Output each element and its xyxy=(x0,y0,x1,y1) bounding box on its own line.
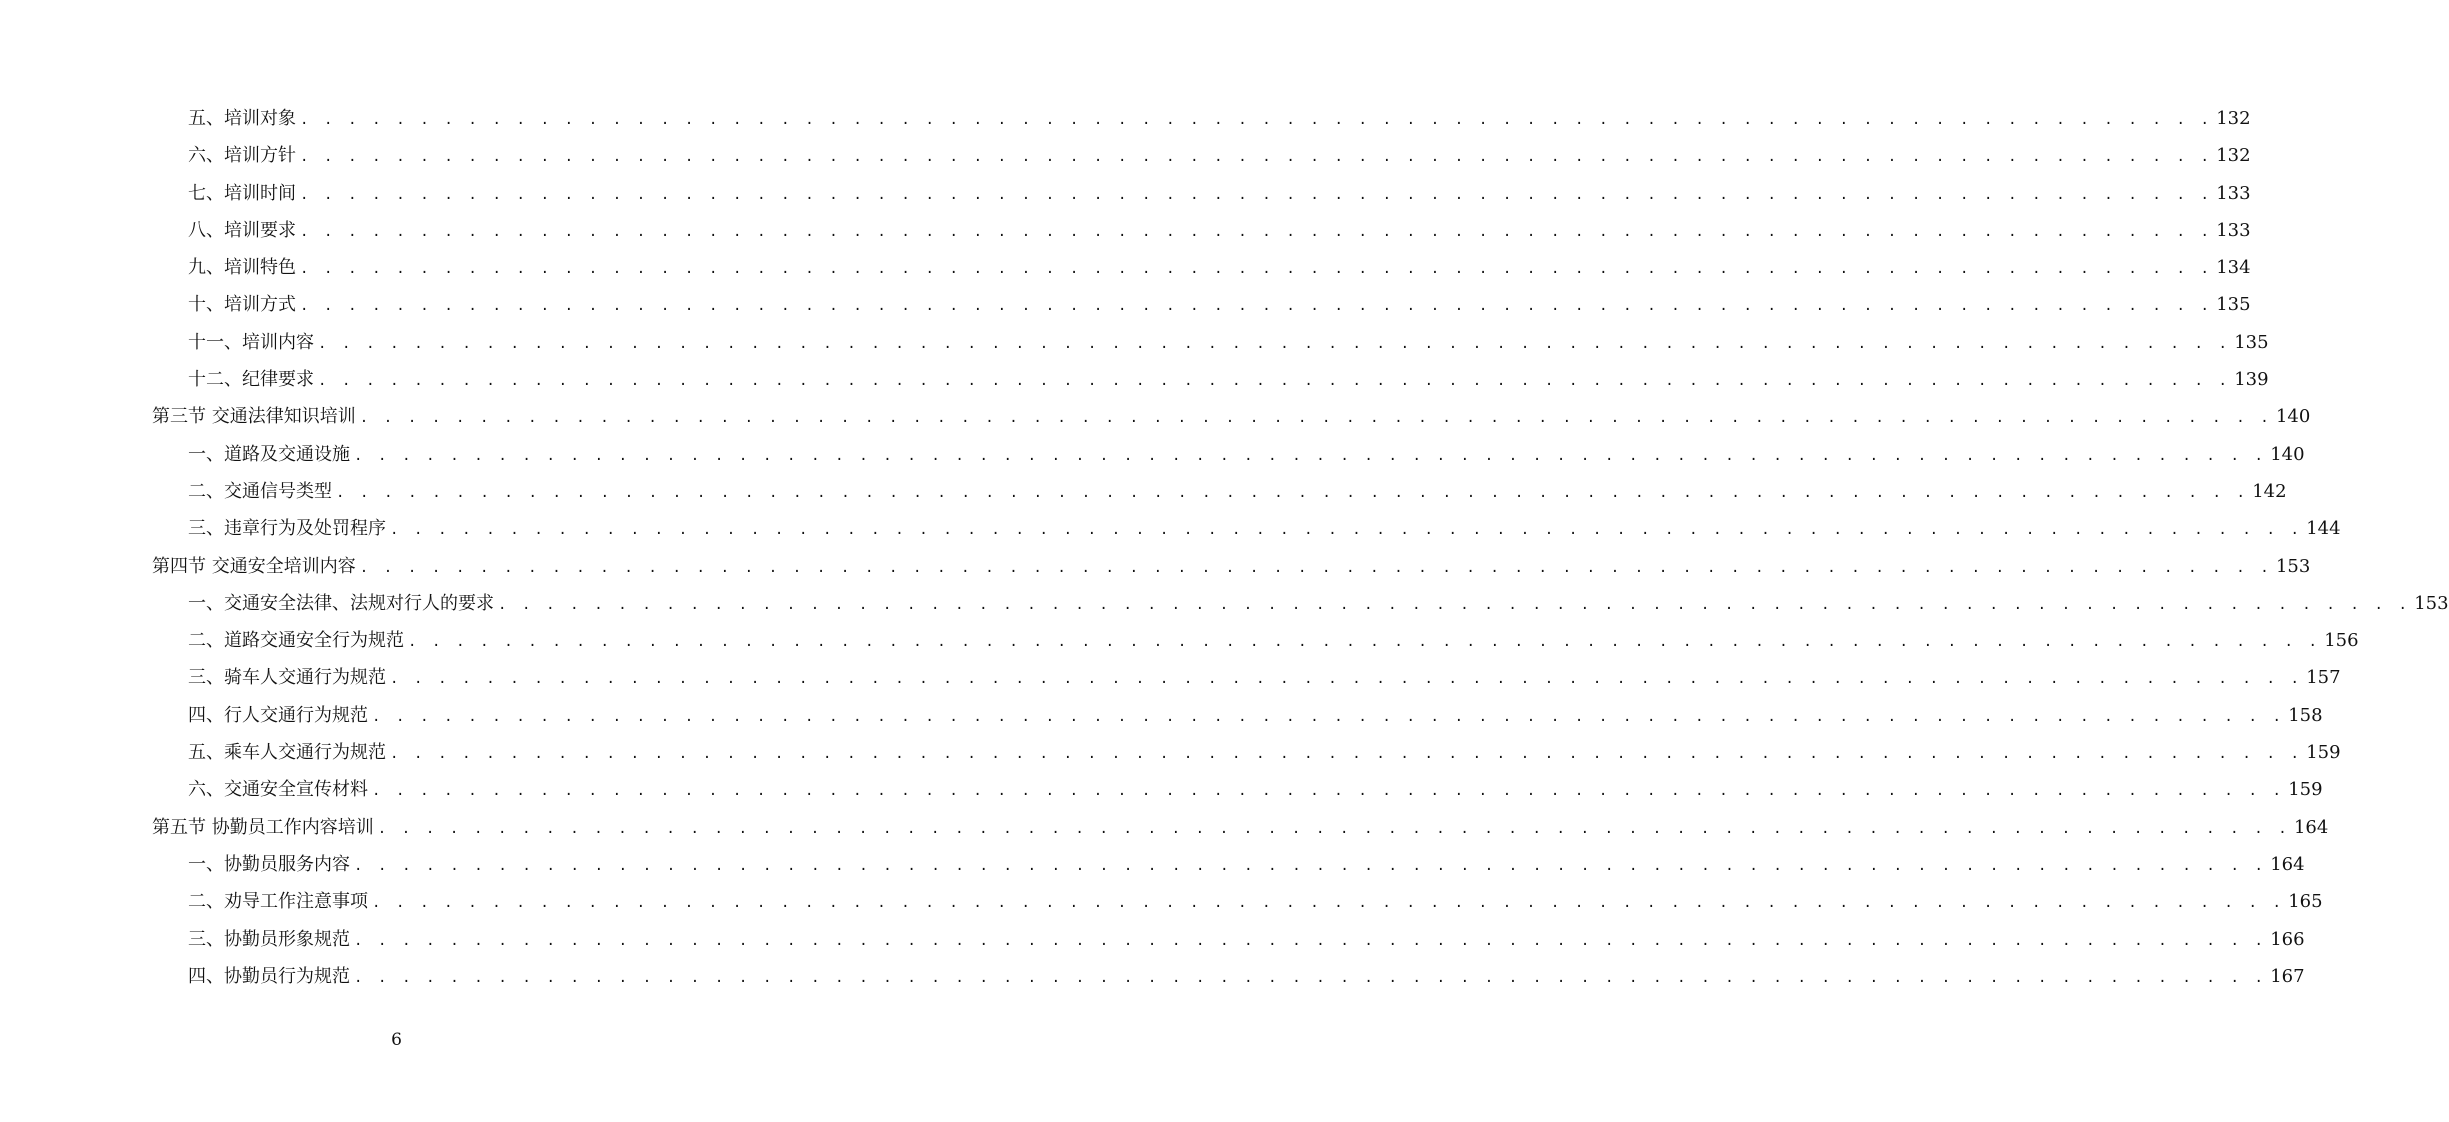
toc-entry[interactable] xyxy=(0,359,2269,396)
toc-entry-title: 十、培训方式 xyxy=(188,294,296,316)
toc-dot-leader: . . . . . . . . . . . . . . . . . . . . . . . . . . . . . . . . . . . . . . . . . . . . . . . . . . . . . . . . . . . . . . . . . . . . . . . . . . . . . . . . xyxy=(377,820,2291,837)
toc-entry[interactable] xyxy=(0,583,2449,620)
toc-entry[interactable] xyxy=(0,247,2251,284)
toc-dot-leader: . . . . . . . . . . . . . . . . . . . . . . . . . . . . . . . . . . . . . . . . . . . . . . . . . . . . . . . . . . . . . . . . . . . . . . . . . . . . . . . . xyxy=(318,373,2231,390)
toc-entry-title: 一、交通安全法律、法规对行人的要求 xyxy=(188,592,494,614)
toc-entry-page: 157 xyxy=(2306,667,2341,689)
toc-entry[interactable] xyxy=(0,322,2269,359)
toc-entry-title: 八、培训要求 xyxy=(188,219,296,241)
toc-dot-leader: . . . . . . . . . . . . . . . . . . . . . . . . . . . . . . . . . . . . . . . . . . . . . . . . . . . . . . . . . . . . . . . . . . . . . . . . . . . . . . . . xyxy=(354,447,2267,464)
toc-entry-page: 165 xyxy=(2288,891,2323,913)
toc-entry-page: 164 xyxy=(2293,816,2329,838)
toc-entry-page: 132 xyxy=(2216,145,2251,167)
toc-entry[interactable] xyxy=(0,508,2341,545)
toc-entry[interactable] xyxy=(0,546,2311,583)
toc-dot-leader: . . . . . . . . . . . . . . . . . . . . . . . . . . . . . . . . . . . . . . . . . . . . . . . . . . . . . . . . . . . . . . . . . . . . . . . . . . . . . . . . xyxy=(390,522,2303,539)
toc-entry-title: 四、协勤员行为规范 xyxy=(188,965,350,987)
toc-entry[interactable] xyxy=(0,881,2323,918)
toc-entry[interactable] xyxy=(0,919,2305,956)
toc-entry-title: 六、培训方针 xyxy=(188,145,296,167)
toc-entry[interactable] xyxy=(0,769,2323,806)
toc-entry[interactable] xyxy=(0,135,2251,172)
toc-entry-title: 六、交通安全宣传材料 xyxy=(188,779,368,801)
toc-dot-leader: . . . . . . . . . . . . . . . . . . . . . . . . . . . . . . . . . . . . . . . . . . . . . . . . . . . . . . . . . . . . . . . . . . . . . . . . . . . . . . . . xyxy=(300,112,2213,128)
toc-entry-page: 133 xyxy=(2216,219,2251,241)
toc-entry-title: 第三节 交通法律知识培训 xyxy=(152,406,356,428)
toc-entry-page: 153 xyxy=(2275,555,2311,577)
toc-dot-leader: . . . . . . . . . . . . . . . . . . . . . . . . . . . . . . . . . . . . . . . . . . . . . . . . . . . . . . . . . . . . . . . . . . . . . . . . . . . . . . . . xyxy=(372,783,2285,800)
toc-entry[interactable] xyxy=(0,434,2305,471)
toc-entry-title: 二、交通信号类型 xyxy=(188,480,332,502)
toc-dot-leader: . . . . . . . . . . . . . . . . . . . . . . . . . . . . . . . . . . . . . . . . . . . . . . . . . . . . . . . . . . . . . . . . . . . . . . . . . . . . . . . . xyxy=(300,186,2213,203)
toc-entry-page: 142 xyxy=(2252,480,2287,502)
toc-entry-page: 159 xyxy=(2288,779,2323,801)
toc-entry-page: 140 xyxy=(2275,406,2311,428)
page-number: 6 xyxy=(391,1030,402,1050)
toc-entry-title: 九、培训特色 xyxy=(188,257,296,279)
toc-entry-title: 二、道路交通安全行为规范 xyxy=(188,630,404,652)
toc-entry[interactable] xyxy=(0,396,2311,433)
toc-entry-title: 五、培训对象 xyxy=(188,108,296,129)
toc-entry-page: 135 xyxy=(2216,294,2251,316)
toc-dot-leader: . . . . . . . . . . . . . . . . . . . . . . . . . . . . . . . . . . . . . . . . . . . . . . . . . . . . . . . . . . . . . . . . . . . . . . . . . . . . . . . . xyxy=(318,335,2231,352)
toc-entry-title: 三、骑车人交通行为规范 xyxy=(188,667,386,689)
toc-entry-title: 一、协勤员服务内容 xyxy=(188,853,350,875)
toc-dot-leader: . . . . . . . . . . . . . . . . . . . . . . . . . . . . . . . . . . . . . . . . . . . . . . . . . . . . . . . . . . . . . . . . . . . . . . . . . . . . . . . . xyxy=(336,484,2249,501)
toc-entry[interactable] xyxy=(0,173,2251,210)
toc-entry-title: 五、乘车人交通行为规范 xyxy=(188,742,386,764)
toc-entry-page: 159 xyxy=(2306,742,2341,764)
toc-entry[interactable] xyxy=(0,956,2305,993)
toc-entry-page: 156 xyxy=(2324,630,2359,652)
toc-entry-title: 四、行人交通行为规范 xyxy=(188,704,368,726)
toc-dot-leader: . . . . . . . . . . . . . . . . . . . . . . . . . . . . . . . . . . . . . . . . . . . . . . . . . . . . . . . . . . . . . . . . . . . . . . . . . . . . . . . . xyxy=(300,298,2213,315)
toc-entry[interactable] xyxy=(0,284,2251,321)
toc-entry-page: 135 xyxy=(2234,331,2269,353)
toc-entry-page: 166 xyxy=(2270,928,2305,950)
toc-dot-leader: . . . . . . . . . . . . . . . . . . . . . . . . . . . . . . . . . . . . . . . . . . . . . . . . . . . . . . . . . . . . . . . . . . . . . . . . . . . . . . . . xyxy=(390,671,2303,688)
toc-entry[interactable] xyxy=(0,657,2341,694)
toc-dot-leader: . . . . . . . . . . . . . . . . . . . . . . . . . . . . . . . . . . . . . . . . . . . . . . . . . . . . . . . . . . . . . . . . . . . . . . . . . . . . . . . . xyxy=(300,223,2213,240)
toc-entry-title: 一、道路及交通设施 xyxy=(188,443,350,465)
toc-dot-leader: . . . . . . . . . . . . . . . . . . . . . . . . . . . . . . . . . . . . . . . . . . . . . . . . . . . . . . . . . . . . . . . . . . . . . . . . . . . . . . . . xyxy=(372,895,2285,912)
toc-entry-page: 167 xyxy=(2270,965,2305,987)
toc-entry-page: 134 xyxy=(2216,257,2251,279)
toc-entry-page: 132 xyxy=(2216,108,2251,129)
toc-dot-leader: . . . . . . . . . . . . . . . . . . . . . . . . . . . . . . . . . . . . . . . . . . . . . . . . . . . . . . . . . . . . . . . . . . . . . . . . . . . . . . . . xyxy=(359,410,2273,427)
toc-dot-leader: . . . . . . . . . . . . . . . . . . . . . . . . . . . . . . . . . . . . . . . . . . . . . . . . . . . . . . . . . . . . . . . . . . . . . . . . . . . . . . . . xyxy=(354,969,2267,986)
toc-entry[interactable] xyxy=(0,210,2251,247)
toc-entry-page: 153 xyxy=(2414,592,2449,614)
toc-entry-title: 二、劝导工作注意事项 xyxy=(188,891,368,913)
toc-entry[interactable] xyxy=(0,732,2341,769)
toc-dot-leader: . . . . . . . . . . . . . . . . . . . . . . . . . . . . . . . . . . . . . . . . . . . . . . . . . . . . . . . . . . . . . . . . . . . . . . . . . . . . . . . . xyxy=(359,559,2273,576)
toc-entry-page: 140 xyxy=(2270,443,2305,465)
toc-dot-leader: . . . . . . . . . . . . . . . . . . . . . . . . . . . . . . . . . . . . . . . . . . . . . . . . . . . . . . . . . . . . . . . . . . . . . . . . . . . . . . . . xyxy=(498,596,2411,613)
toc-dot-leader: . . . . . . . . . . . . . . . . . . . . . . . . . . . . . . . . . . . . . . . . . . . . . . . . . . . . . . . . . . . . . . . . . . . . . . . . . . . . . . . . xyxy=(354,932,2267,949)
toc-entry-page: 144 xyxy=(2306,518,2341,540)
toc-entry-title: 三、协勤员形象规范 xyxy=(188,928,350,950)
toc-entry[interactable] xyxy=(0,807,2329,844)
toc-entry-title: 三、违章行为及处罚程序 xyxy=(188,518,386,540)
toc-entry-title: 七、培训时间 xyxy=(188,182,296,204)
toc-dot-leader: . . . . . . . . . . . . . . . . . . . . . . . . . . . . . . . . . . . . . . . . . . . . . . . . . . . . . . . . . . . . . . . . . . . . . . . . . . . . . . . . xyxy=(354,857,2267,874)
toc-entry-page: 158 xyxy=(2288,704,2323,726)
toc-dot-leader: . . . . . . . . . . . . . . . . . . . . . . . . . . . . . . . . . . . . . . . . . . . . . . . . . . . . . . . . . . . . . . . . . . . . . . . . . . . . . . . . xyxy=(300,149,2213,166)
toc-entry[interactable] xyxy=(0,98,2251,135)
table-of-contents xyxy=(0,98,2449,993)
toc-entry-page: 133 xyxy=(2216,182,2251,204)
toc-dot-leader: . . . . . . . . . . . . . . . . . . . . . . . . . . . . . . . . . . . . . . . . . . . . . . . . . . . . . . . . . . . . . . . . . . . . . . . . . . . . . . . . xyxy=(390,746,2303,763)
toc-entry-title: 第五节 协勤员工作内容培训 xyxy=(152,816,374,838)
toc-entry-page: 139 xyxy=(2234,369,2269,391)
toc-entry[interactable] xyxy=(0,844,2305,881)
toc-dot-leader: . . . . . . . . . . . . . . . . . . . . . . . . . . . . . . . . . . . . . . . . . . . . . . . . . . . . . . . . . . . . . . . . . . . . . . . . . . . . . . . . xyxy=(408,634,2321,651)
toc-entry[interactable] xyxy=(0,695,2323,732)
toc-entry-title: 十一、培训内容 xyxy=(188,331,314,353)
toc-entry-page: 164 xyxy=(2270,853,2305,875)
toc-dot-leader: . . . . . . . . . . . . . . . . . . . . . . . . . . . . . . . . . . . . . . . . . . . . . . . . . . . . . . . . . . . . . . . . . . . . . . . . . . . . . . . . xyxy=(372,708,2285,725)
toc-entry-title: 十二、纪律要求 xyxy=(188,369,314,391)
toc-entry[interactable] xyxy=(0,620,2359,657)
toc-entry[interactable] xyxy=(0,471,2287,508)
toc-entry-title: 第四节 交通安全培训内容 xyxy=(152,555,356,577)
toc-dot-leader: . . . . . . . . . . . . . . . . . . . . . . . . . . . . . . . . . . . . . . . . . . . . . . . . . . . . . . . . . . . . . . . . . . . . . . . . . . . . . . . . xyxy=(300,261,2213,278)
